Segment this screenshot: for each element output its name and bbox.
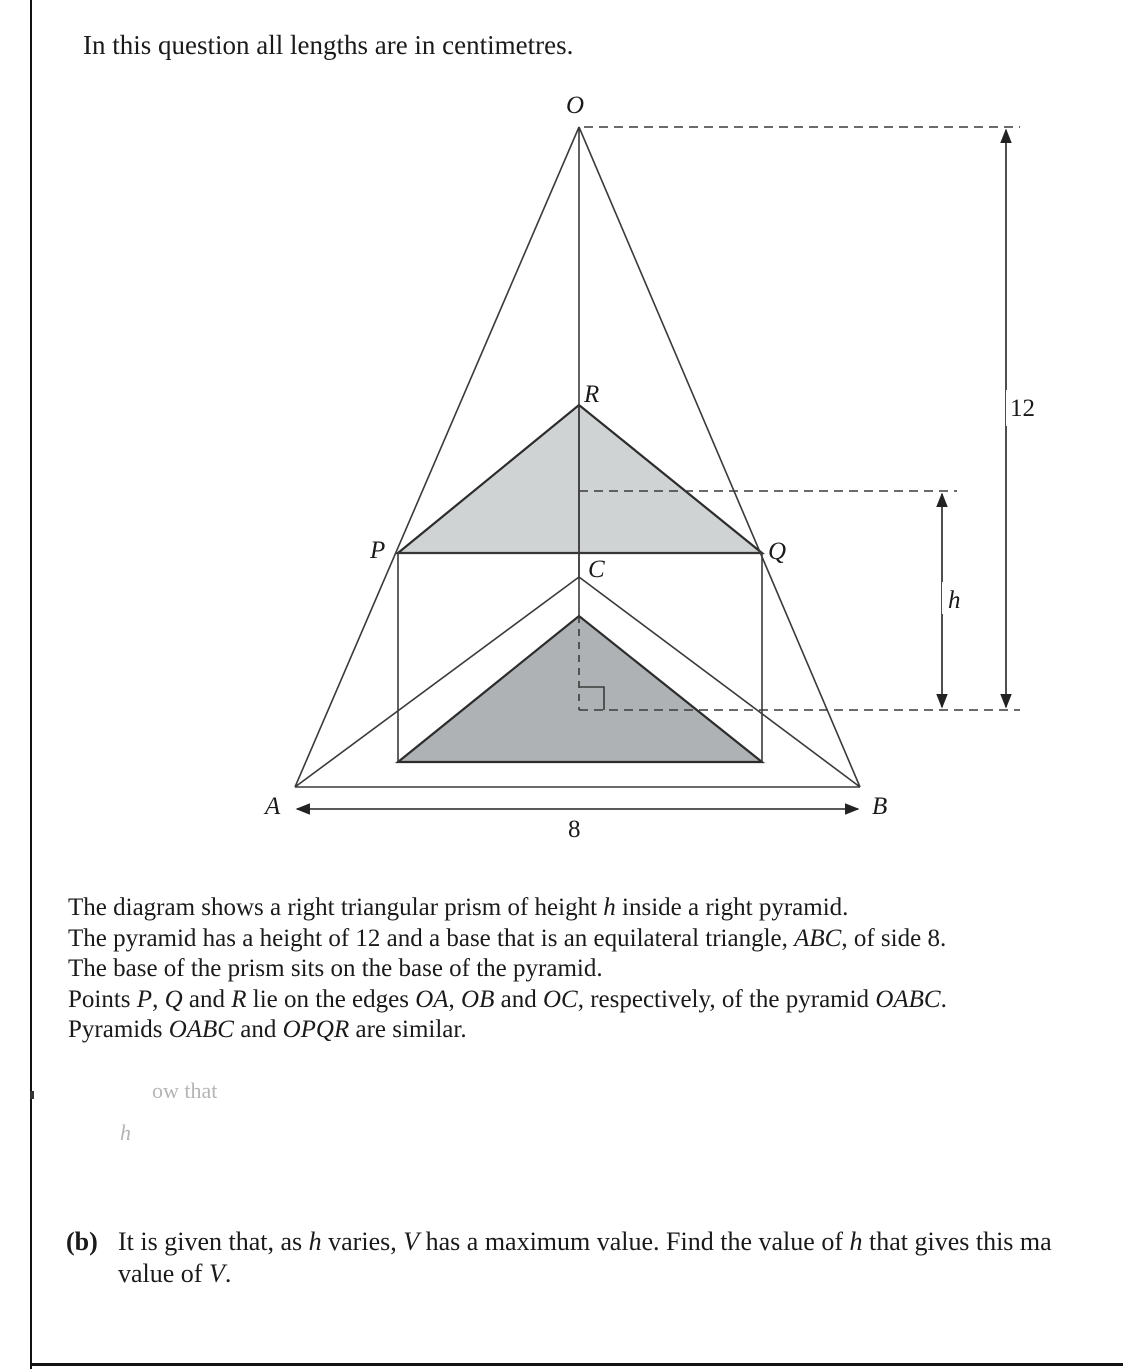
- label-Q: Q: [768, 538, 787, 565]
- prism-bottom-face: [398, 616, 762, 762]
- part-b-line-1: (b) It is given that, as h varies, V has a maximum value. Find the value of h that gives this ma: [66, 1227, 1052, 1256]
- label-C: C: [588, 556, 605, 583]
- desc-line-1: The diagram shows a right triangular prism of height h inside a right pyramid.: [68, 894, 849, 921]
- desc-line-3: The base of the prism sits on the base of the pyramid.: [68, 955, 603, 982]
- dimension-8: 8: [568, 816, 581, 843]
- part-b-tag: (b): [66, 1227, 98, 1256]
- margin-tick: [30, 1091, 34, 1099]
- label-P: P: [370, 537, 386, 564]
- dimension-12: 12: [1010, 395, 1035, 422]
- faded-part-a-fragment-2: h: [120, 1120, 131, 1145]
- label-B: B: [872, 793, 888, 820]
- intro-text: In this question all lengths are in centimetres.: [83, 30, 574, 60]
- problem-description: [68, 893, 947, 1046]
- faded-part-a-fragment: ow that: [152, 1078, 218, 1103]
- page-bottom-border: [30, 1363, 1123, 1366]
- label-R: R: [584, 381, 600, 408]
- desc-line-4: Points P, Q and R lie on the edges OA, OB and OC, respectively, of the pyramid OABC.: [68, 985, 947, 1013]
- label-A: A: [265, 793, 281, 820]
- desc-line-5: Pyramids OABC and OPQR are similar.: [68, 1016, 467, 1043]
- label-h: h: [948, 587, 961, 614]
- desc-line-2: The pyramid has a height of 12 and a base that is an equilateral triangle, ABC, of side 8.: [68, 924, 947, 952]
- label-O: O: [566, 92, 585, 119]
- part-b-line-2: value of V.: [118, 1259, 232, 1288]
- part-b-question: [66, 1226, 1052, 1290]
